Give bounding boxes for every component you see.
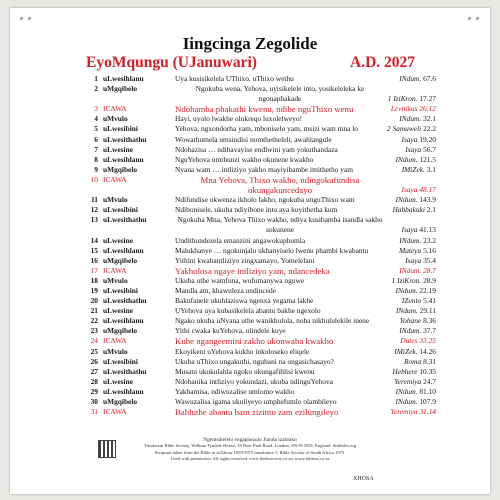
day-row xyxy=(0,397,500,407)
verse-text: NguYehova umthunzi wakho okunene kwakho xyxy=(175,154,314,164)
reference-chapter-verse: 2.1 xyxy=(426,205,436,215)
day-row xyxy=(0,114,500,124)
reference-book: IZento xyxy=(401,296,422,306)
day-number: 3 xyxy=(94,104,98,114)
day-row xyxy=(0,316,500,326)
verse-text: Nyana wam … intliziyo yakho mayiyibambe imithetho yam xyxy=(175,164,353,174)
day-number: 19 xyxy=(90,285,98,295)
verse-reference xyxy=(394,377,436,387)
day-number: 26 xyxy=(90,356,98,366)
reference-book: INdum. xyxy=(395,386,418,396)
footer-permission: Used with permission. All rights reserved. www.biblesociety.co.za, www.biblesa.co.za xyxy=(170,456,330,462)
weekday-name: uLwesithathu xyxy=(103,134,147,144)
day-row xyxy=(0,357,500,367)
day-row xyxy=(0,135,500,145)
binding-hole xyxy=(20,17,23,20)
verse-text: Kube ngangeemini zakho ukonwaba kwakho xyxy=(175,336,334,347)
reference-chapter-verse: 32.1 xyxy=(423,114,436,124)
reference-chapter-verse: 8.31 xyxy=(423,356,436,366)
verse-text: Musani ukukulahla ngoko ukungafihlisi kwenu xyxy=(175,366,315,376)
weekday-name: uLwesihlanu xyxy=(103,154,144,164)
verse-text: Mandla am, khawuleza undincede xyxy=(175,285,276,295)
binding-hole xyxy=(476,17,479,20)
day-number: 22 xyxy=(90,316,98,326)
verse-text: Ndobazisa … ndibavayise endlwini yam yokuthandaza xyxy=(175,144,338,154)
reference-chapter-verse: 14.26 xyxy=(419,346,436,356)
weekday-name: uLwesine xyxy=(103,235,133,245)
day-number: 6 xyxy=(94,134,98,144)
verse-text: Ekoyikeni uYehova kukho inkoloseko eliqele xyxy=(175,346,310,356)
reference-book: INdum. xyxy=(395,154,418,164)
reference-book: Isaya xyxy=(401,134,418,144)
reference-chapter-verse: 41.13 xyxy=(419,225,436,235)
reference-book: Yohane xyxy=(399,316,422,326)
day-list xyxy=(0,74,500,417)
weekday-name: ICAWA xyxy=(103,104,127,114)
day-row xyxy=(0,124,500,134)
reference-chapter-verse: 29.11 xyxy=(419,306,436,316)
day-number: 2 xyxy=(94,84,98,94)
weekday-name: uMgqibelo xyxy=(103,397,138,406)
verse-reference xyxy=(402,296,436,306)
weekday-name: ICAWA xyxy=(103,265,127,275)
day-row xyxy=(0,276,500,286)
reference-book: INdum. xyxy=(395,285,418,295)
verse-reference xyxy=(396,155,436,165)
day-row xyxy=(0,326,500,336)
verse-text: Yithini kwabantliziyo zingxamayo, Yomelelani xyxy=(175,255,315,265)
verse-reference xyxy=(396,195,436,205)
reference-chapter-verse: 28.7 xyxy=(423,265,436,275)
verse-reference xyxy=(401,225,436,235)
reference-book: INdum. xyxy=(399,235,422,245)
day-number: 15 xyxy=(90,245,98,255)
day-number: 8 xyxy=(94,154,98,164)
day-number: 24 xyxy=(90,336,98,346)
reference-book: INdum. xyxy=(399,74,422,83)
verse-reference xyxy=(399,266,436,276)
binding-hole xyxy=(468,17,471,20)
reference-book: IMiZek. xyxy=(394,346,418,356)
day-row xyxy=(0,387,500,397)
verse-text: Ngokuba Mna, Yehova Thixo wakho, ndiya kusibamba isandla sakho sokunene xyxy=(177,215,383,235)
verse-reference xyxy=(399,326,436,336)
weekday-name: uMvulo xyxy=(103,346,128,356)
verse-reference xyxy=(400,316,436,326)
weekday-name: uLwesihlanu xyxy=(103,245,144,255)
weekday-name: uMgqibelo xyxy=(103,326,138,336)
day-number: 20 xyxy=(90,296,98,306)
verse-text: Wawuzalisa igama ukuliyeyo umphefumlo olambileyo xyxy=(175,397,337,406)
day-row xyxy=(0,145,500,155)
weekday-name: uLwesibini xyxy=(103,356,138,366)
day-row xyxy=(0,84,500,104)
day-row xyxy=(0,336,500,346)
weekday-name: uLwesihlanu xyxy=(103,316,144,326)
verse-reference xyxy=(396,286,436,296)
day-number: 29 xyxy=(90,386,98,396)
reference-chapter-verse: 28.9 xyxy=(423,275,436,285)
reference-book: Isaya xyxy=(401,185,418,195)
day-row xyxy=(0,286,500,296)
day-number: 10 xyxy=(90,174,98,184)
day-number: 27 xyxy=(90,366,98,376)
verse-reference xyxy=(405,145,436,155)
day-number: 28 xyxy=(90,376,98,386)
reference-chapter-verse: 143.9 xyxy=(419,195,436,205)
verse-reference xyxy=(399,114,436,124)
verse-reference xyxy=(396,387,436,397)
day-row xyxy=(0,296,500,306)
reference-book: INdum. xyxy=(399,265,422,275)
verse-reference xyxy=(400,336,436,346)
reference-chapter-verse: 5.16 xyxy=(423,245,436,255)
reference-chapter-verse: 31.14 xyxy=(419,407,436,417)
verse-reference xyxy=(401,185,436,195)
day-number: 14 xyxy=(90,235,98,245)
reference-chapter-verse: 67.6 xyxy=(423,74,436,83)
verse-reference xyxy=(391,104,436,114)
verse-reference xyxy=(405,256,436,266)
day-row xyxy=(0,367,500,377)
day-number: 25 xyxy=(90,346,98,356)
day-row xyxy=(0,74,500,84)
day-row xyxy=(0,155,500,165)
reference-chapter-verse: 24.7 xyxy=(423,376,436,386)
weekday-name: ICAWA xyxy=(103,407,127,417)
reference-chapter-verse: 22.2 xyxy=(423,124,436,134)
weekday-name: uLwesithathu xyxy=(103,296,147,306)
verse-text: Bahluthe abantu bam zizinto zam ezilungileyo xyxy=(175,407,339,418)
reference-chapter-verse: 19.20 xyxy=(419,134,436,144)
weekday-name: uLwesibini xyxy=(103,205,138,215)
verse-reference xyxy=(391,407,436,417)
reference-book: Dutes xyxy=(400,336,418,346)
verse-text: Ngokuba wena, Yehova, uyisikelele into, yosikeleleka ke ngonaphakade xyxy=(195,84,365,104)
reference-book: Isaya xyxy=(405,144,422,154)
verse-text: UYehova uya kubasikelela abantu bakhe ngexolo xyxy=(175,306,321,316)
day-number: 7 xyxy=(94,144,98,154)
verse-reference xyxy=(388,94,436,104)
day-number: 18 xyxy=(90,275,98,285)
footer-blessing: Ngentsikelelo engaphezulu Jlanda izahluko xyxy=(203,437,297,443)
verse-text: Hayi, uyolo lwakhe olukreqo luxolelweyo! xyxy=(175,114,303,124)
reference-chapter-verse: 33.25 xyxy=(419,336,436,346)
day-row xyxy=(0,215,500,235)
verse-text: Ndohamba phakathi kwenu, ndibe nguThixo wenu xyxy=(175,104,354,115)
weekday-name: ICAWA xyxy=(103,336,127,346)
day-row xyxy=(0,246,500,256)
verse-text: Mna Yehova, Thixo wakho, ndingokufundisa okungakuncedayo xyxy=(200,174,360,196)
publisher-footer xyxy=(0,437,500,463)
day-number: 12 xyxy=(90,205,98,215)
year-heading: A.D. 2027 xyxy=(350,54,416,71)
day-number: 9 xyxy=(94,164,98,174)
day-number: 4 xyxy=(94,114,98,124)
reference-chapter-verse: 3.1 xyxy=(426,164,436,174)
reference-book: Isaya xyxy=(405,255,422,265)
weekday-name: uLwesihlanu xyxy=(103,386,144,396)
reference-chapter-verse: 48.17 xyxy=(419,185,436,195)
reference-book: 1 IziKron. xyxy=(387,94,418,104)
day-row xyxy=(0,236,500,246)
reference-chapter-verse: 35.4 xyxy=(423,255,436,265)
weekday-name: uMvulo xyxy=(103,275,128,285)
verse-text: Undithundezela emanzini angawokuphumla xyxy=(175,235,306,245)
day-number: 17 xyxy=(90,265,98,275)
verse-reference xyxy=(399,236,436,246)
reference-book: Yeremiya xyxy=(390,407,418,417)
verse-reference xyxy=(399,246,436,256)
day-number: 23 xyxy=(90,326,98,336)
day-row xyxy=(0,256,500,266)
verse-text: Ndobanika intliziyo yokundazi, ukuba ndinguYehova xyxy=(175,376,333,386)
verse-text: Ndifundise ukwenza ikholo lakho, ngokuba unguThixo wam xyxy=(175,195,355,205)
reference-book: Roma xyxy=(403,356,422,366)
day-number: 11 xyxy=(91,195,98,205)
reference-chapter-verse: 56.7 xyxy=(423,144,436,154)
day-row xyxy=(0,407,500,417)
verse-text: Ndibonisele, ukuba ndiyibone into aya kuyithetha kum xyxy=(175,205,338,215)
verse-reference xyxy=(404,357,436,367)
verse-reference xyxy=(392,367,436,377)
reference-book: IMiZek. xyxy=(401,164,425,174)
day-row xyxy=(0,266,500,276)
day-number: 30 xyxy=(90,397,98,406)
footer-publisher: Trinitarian Bible Society, William Tyndale House, 29 Deer Park Road, London, SW19 3NN, England. tbsbibles.org xyxy=(143,443,357,449)
reference-chapter-verse: 26.12 xyxy=(419,104,436,114)
day-row xyxy=(0,306,500,316)
verse-text: Yithi cwaka kuYehova, ulindele kuye xyxy=(175,326,286,336)
verse-reference xyxy=(402,165,436,175)
day-row xyxy=(0,175,500,195)
reference-book: 2 Samuweli xyxy=(386,124,422,134)
reference-book: Yeremiya xyxy=(394,376,422,386)
verse-reference xyxy=(387,124,436,134)
verse-text: Bakufanele ukuhlaziswa ngenxa yegama lakhe xyxy=(175,296,314,306)
reference-book: Isaya xyxy=(401,225,418,235)
language-label: XHOSA xyxy=(353,476,374,482)
weekday-name: uMvulo xyxy=(103,195,128,205)
page-title: Iingcinga Zegolide xyxy=(182,34,318,53)
reference-book: INdum. xyxy=(399,326,422,336)
day-row xyxy=(0,205,500,215)
month-heading: EyoMqungu (UJanuwari) xyxy=(86,54,257,71)
verse-reference xyxy=(394,347,436,357)
verse-reference xyxy=(396,397,436,407)
footer-copyright: Scripture taken from the Bible in isiXhosa 1859/1975 translation © Bible Society of South Africa 1975. xyxy=(154,449,346,455)
reference-chapter-verse: 22.19 xyxy=(419,285,436,295)
verse-text: Yakhamisa, ndiwuzalise umlomo wakho xyxy=(175,386,295,396)
weekday-name: uMgqibelo xyxy=(103,255,138,265)
reference-chapter-verse: 10.35 xyxy=(419,366,436,376)
reference-chapter-verse: 81.10 xyxy=(419,386,436,396)
reference-book: Hebhere xyxy=(392,366,418,376)
verse-reference xyxy=(392,276,437,286)
reference-chapter-verse: 17.27 xyxy=(419,94,436,104)
day-number: 16 xyxy=(90,255,98,265)
reference-book: 1 IziKron. xyxy=(391,275,422,285)
day-number: 5 xyxy=(94,124,98,134)
day-row xyxy=(0,195,500,205)
weekday-name: ICAWA xyxy=(103,174,127,184)
weekday-name: uLwesihlanu xyxy=(103,74,144,83)
verse-text: Yehova, ngxondorha yam, mboniselo yam, msizi wam mna lo xyxy=(175,124,358,134)
verse-text: Ngako ukuba uNyana uthe wanikhulula, noba nikhululekile inene xyxy=(175,316,370,326)
binding-hole xyxy=(28,17,31,20)
verse-text: Malukhanye … ngokunjalo ukhanyiselo lwenu phambi kwabantu xyxy=(175,245,369,255)
day-row xyxy=(0,104,500,114)
day-number: 1 xyxy=(94,74,98,83)
day-row xyxy=(0,377,500,387)
verse-reference xyxy=(399,74,436,84)
weekday-name: uMgqibelo xyxy=(103,164,138,174)
day-row xyxy=(0,165,500,175)
reference-chapter-verse: 5.41 xyxy=(423,296,436,306)
verse-reference xyxy=(401,135,436,145)
day-row xyxy=(0,347,500,357)
weekday-name: uLwesine xyxy=(103,144,133,154)
verse-text: Yakholosa ngaye intliziyo yam, ndancedeka xyxy=(175,265,330,276)
weekday-name: uLwesithathu xyxy=(103,215,147,225)
weekday-name: uMvulo xyxy=(103,114,128,124)
weekday-name: uLwesibini xyxy=(103,285,138,295)
verse-text: Wowathumela umsindisi nomthetheleli, awahlangule xyxy=(175,134,332,144)
reference-chapter-verse: 121.5 xyxy=(419,154,436,164)
day-number: 13 xyxy=(90,215,98,225)
verse-reference xyxy=(392,205,436,215)
weekday-name: uLwesine xyxy=(103,376,133,386)
reference-chapter-verse: 37.7 xyxy=(423,326,436,336)
verse-reference xyxy=(396,306,436,316)
reference-book: Mateyu xyxy=(399,245,422,255)
day-number: 31 xyxy=(90,407,98,417)
reference-book: Habbakuki xyxy=(392,205,425,215)
verse-text: Ukuba uthe wamfuna, wofumanywa nguwe xyxy=(175,275,305,285)
reference-book: INdum. xyxy=(395,306,418,316)
reference-book: Levitikus xyxy=(390,104,418,114)
reference-chapter-verse: 107.9 xyxy=(419,397,436,406)
reference-book: INdum. xyxy=(399,114,422,124)
weekday-name: uLwesithathu xyxy=(103,366,147,376)
weekday-name: uLwesine xyxy=(103,306,133,316)
weekday-name: uMgqibelo xyxy=(103,84,138,94)
reference-book: INdum. xyxy=(395,397,418,406)
reference-chapter-verse: 8.36 xyxy=(423,316,436,326)
day-number: 21 xyxy=(90,306,98,316)
reference-book: INdum. xyxy=(395,195,418,205)
reference-chapter-verse: 23.2 xyxy=(423,235,436,245)
weekday-name: uLwesibini xyxy=(103,124,138,134)
verse-text: Ukuba uThixo ungakuthi, ngubani na ongasichasayo? xyxy=(175,356,334,366)
verse-text: Uya kusisikelela UThixo, uThixo wethu xyxy=(175,74,294,83)
